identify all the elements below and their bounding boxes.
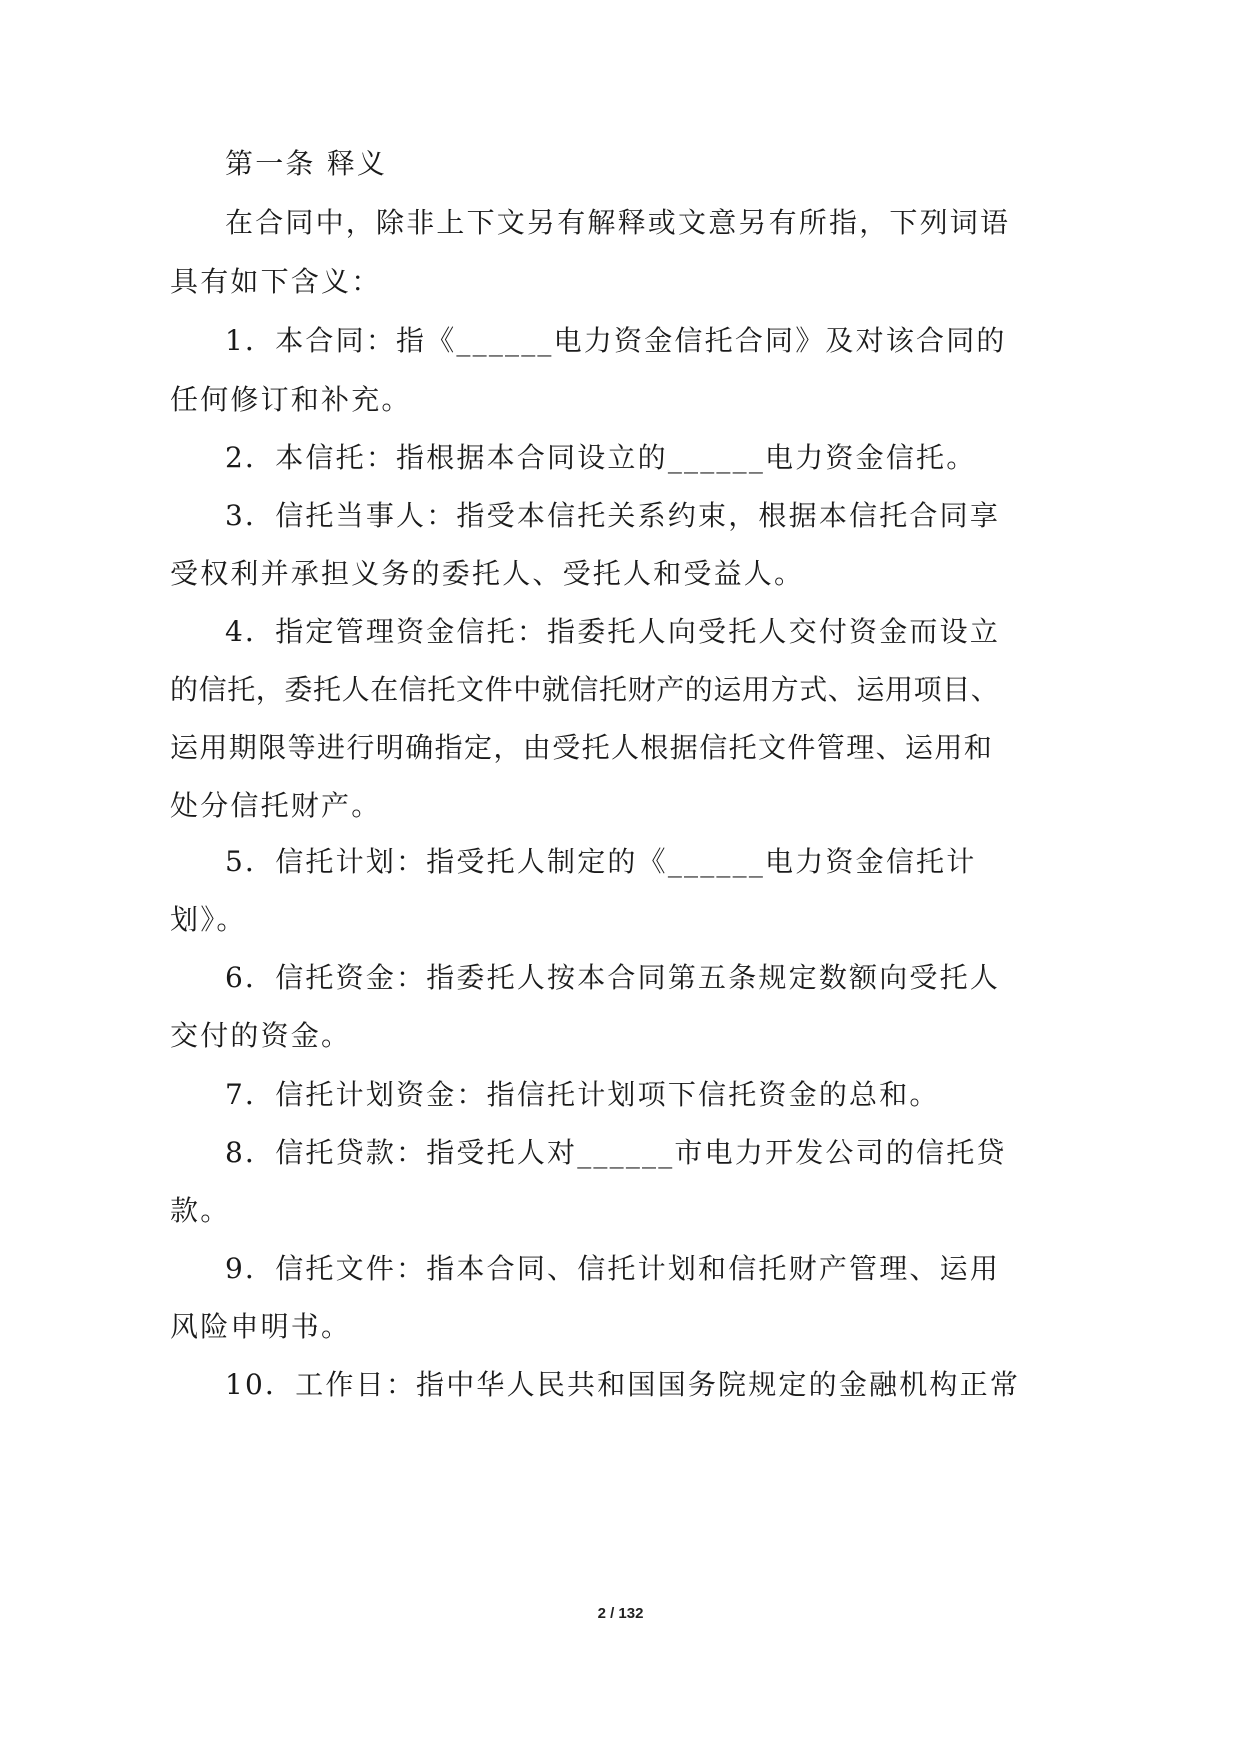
paragraph-line: 处分信托财产。 — [170, 789, 382, 822]
definition-item-9: 9．信托文件：指本合同、信托计划和信托财产管理、运用 — [225, 1252, 1001, 1285]
paragraph-line: 在合同中，除非上下文另有解释或文意另有所指，下列词语 — [225, 206, 1011, 239]
paragraph-line: 任何修订和补充。 — [170, 383, 412, 416]
definition-item-2: 2．本信托：指根据本合同设立的______电力资金信托。 — [225, 441, 977, 474]
paragraph-line: 运用期限等进行明确指定，由受托人根据信托文件管理、运用和 — [170, 731, 994, 764]
paragraph-line: 划》。 — [170, 903, 247, 936]
paragraph-line: 款。 — [170, 1194, 231, 1227]
definition-item-10: 10．工作日：指中华人民共和国国务院规定的金融机构正常 — [225, 1368, 1021, 1401]
definition-item-6: 6．信托资金：指委托人按本合同第五条规定数额向受托人 — [225, 961, 1001, 994]
definition-item-7: 7．信托计划资金：指信托计划项下信托资金的总和。 — [225, 1078, 940, 1111]
definition-item-8: 8．信托贷款：指受托人对______市电力开发公司的信托贷 — [225, 1136, 1007, 1169]
paragraph-line: 风险申明书。 — [170, 1310, 352, 1343]
definition-item-4: 4．指定管理资金信托：指委托人向受托人交付资金而设立 — [225, 615, 1001, 648]
definition-item-3: 3．信托当事人：指受本信托关系约束，根据本信托合同享 — [225, 499, 1001, 532]
definition-item-5: 5．信托计划：指受托人制定的《______电力资金信托计 — [225, 845, 977, 878]
section-heading: 第一条 释义 — [225, 147, 388, 180]
page-number: 2 / 132 — [597, 1605, 644, 1622]
definition-item-1: 1．本合同：指《______电力资金信托合同》及对该合同的 — [225, 324, 1007, 357]
paragraph-line: 受权利并承担义务的委托人、受托人和受益人。 — [170, 557, 805, 590]
paragraph-line: 具有如下含义： — [170, 265, 382, 298]
paragraph-line: 交付的资金。 — [170, 1019, 352, 1052]
paragraph-line: 的信托，委托人在信托文件中就信托财产的运用方式、运用项目、 — [170, 673, 1000, 706]
